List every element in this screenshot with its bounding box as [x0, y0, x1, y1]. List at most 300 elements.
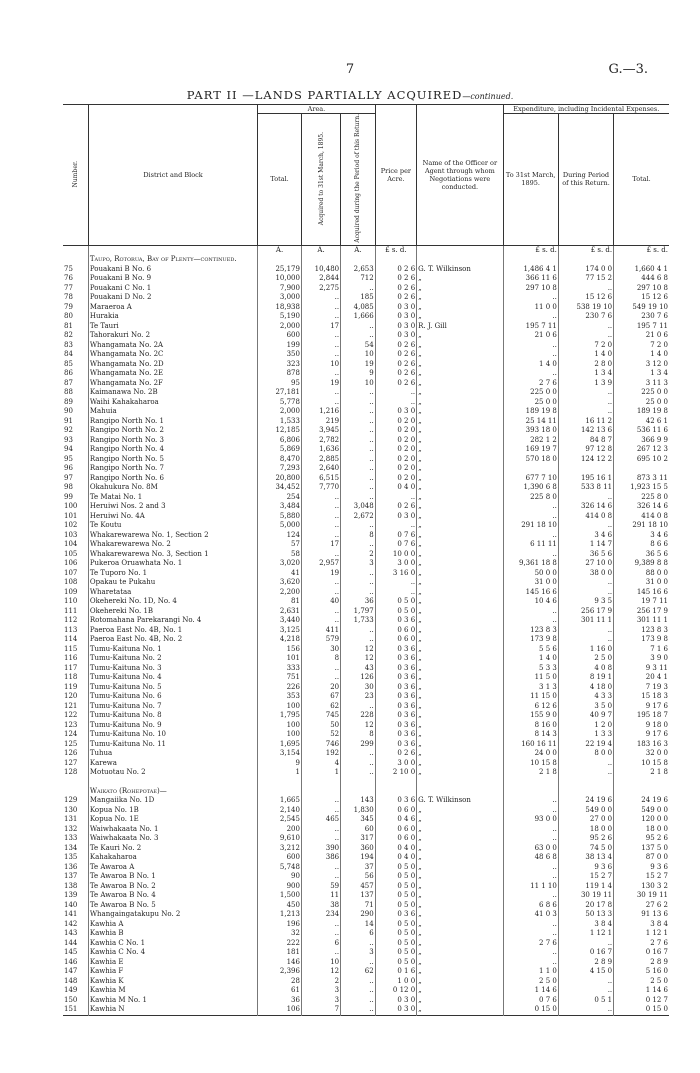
table-cell: 92 [63, 426, 88, 436]
table-cell: 95 2 6 [558, 834, 613, 844]
table-cell: 34,452 [258, 483, 302, 493]
table-cell: 10 [341, 379, 376, 389]
table-cell: 81 [258, 597, 302, 607]
table-cell: 10,000 [258, 274, 302, 284]
table-cell: Te Awaroa B No. 1 [88, 872, 257, 882]
table-cell: 7 1 6 [650, 644, 668, 653]
table-cell: 3,000 [258, 293, 302, 303]
table-cell: 0 3 6 [375, 692, 416, 702]
table-row [63, 474, 669, 484]
table-cell: 282 1 2 [503, 436, 558, 446]
table-cell: 7 2 0 [650, 340, 668, 349]
table-cell: „ [417, 986, 503, 996]
table-cell: 393 18 0 [503, 426, 558, 436]
table-cell: 0 3 6 [375, 683, 416, 693]
table-cell: 75 [63, 265, 88, 275]
table-cell: .. [301, 350, 340, 360]
table-cell: .. [301, 929, 340, 939]
table-cell: 111 [63, 607, 88, 617]
table-cell: 0 5 0 [375, 882, 416, 892]
table-cell: .. [341, 759, 376, 769]
table-cell: „ [417, 569, 503, 579]
table-cell: .. [301, 948, 340, 958]
table-cell: 5 16 0 [645, 967, 668, 976]
table-cell: 196 [258, 920, 302, 930]
table-cell: „ [417, 417, 503, 427]
table-cell: 122 [63, 711, 88, 721]
table-cell: 0 2 6 [375, 749, 416, 759]
table-cell: Okehereki No. 1D, No. 4 [88, 597, 257, 607]
table-row [63, 834, 669, 844]
table-cell: 0 3 0 [375, 331, 416, 341]
table-cell: 5,748 [258, 863, 302, 873]
table-cell: 0 5 0 [375, 939, 416, 949]
table-cell: 124 [258, 531, 302, 541]
table-cell: „ [417, 550, 503, 560]
table-cell: 19 [341, 360, 376, 370]
table-row [63, 654, 669, 664]
table-cell: 195 7 11 [636, 321, 668, 330]
table-cell: 746 [301, 740, 340, 750]
table-cell: Waiwhakaata No. 1 [88, 825, 257, 835]
table-cell: 57 [258, 540, 302, 550]
table-cell: Maraeroa A [88, 303, 257, 313]
table-cell: Tumu-Kaituna No. 7 [88, 702, 257, 712]
table-cell: .. [341, 388, 376, 398]
table-cell: .. [558, 398, 613, 408]
table-cell: 89 [63, 398, 88, 408]
table-row [63, 721, 669, 731]
table-cell: „ [417, 626, 503, 636]
table-cell: .. [301, 834, 340, 844]
header-district: District and Block [88, 105, 257, 246]
table-cell: 2,640 [301, 464, 340, 474]
table-cell: 132 [63, 825, 88, 835]
table-row [63, 436, 669, 446]
table-cell: 145 [63, 948, 88, 958]
table-cell: .. [503, 863, 558, 873]
table-cell: .. [341, 483, 376, 493]
table-cell: 11 [301, 891, 340, 901]
table-cell: 345 [341, 815, 376, 825]
table-cell: Whakarewarewa No. 2 [88, 540, 257, 550]
table-row [63, 759, 669, 769]
table-cell: 225 8 0 [641, 492, 668, 501]
table-cell: 226 [258, 683, 302, 693]
table-cell: 570 18 0 [503, 455, 558, 465]
table-cell: 9,389 8 8 [634, 559, 668, 568]
table-cell: 1 12 1 [645, 929, 668, 938]
table-cell: 549 0 0 [558, 806, 613, 816]
table-cell: .. [341, 1005, 376, 1015]
table-cell: 1 3 9 [558, 379, 613, 389]
table-cell: 256 17 9 [636, 606, 668, 615]
table-cell: 42 6 1 [645, 416, 668, 425]
table-cell: 18,938 [258, 303, 302, 313]
table-cell: 712 [341, 274, 376, 284]
table-cell: 254 [258, 493, 302, 503]
table-cell: 1 3 4 [650, 369, 668, 378]
table-cell: 43 [341, 664, 376, 674]
table-cell: .. [558, 1005, 613, 1015]
table-cell: Te Awaroa B No. 5 [88, 901, 257, 911]
header-expenditure: Expenditure, including Incidental Expenses. [503, 105, 669, 114]
table-cell: 9 [341, 369, 376, 379]
table-cell: 2,200 [258, 588, 302, 598]
table-cell: 9 3 6 [558, 863, 613, 873]
table-cell: 12 [341, 654, 376, 664]
table-cell: .. [301, 531, 340, 541]
table-cell: 234 [301, 910, 340, 920]
table-cell: Whakarewarewa No. 3, Section 1 [88, 550, 257, 560]
table-cell: 0 2 0 [375, 455, 416, 465]
table-cell: „ [417, 702, 503, 712]
table-cell: 114 [63, 635, 88, 645]
table-row [63, 578, 669, 588]
table-cell: .. [341, 331, 376, 341]
table-cell: 199 [258, 341, 302, 351]
table-cell: 0 7 6 [503, 996, 558, 1006]
table-cell: 140 [63, 901, 88, 911]
table-cell: 3 8 4 [558, 920, 613, 930]
table-row [63, 607, 669, 617]
table-cell: 7 19 3 [645, 682, 668, 691]
table-cell: 0 5 0 [375, 872, 416, 882]
table-cell: 695 10 2 [636, 454, 668, 463]
table-cell: .. [341, 284, 376, 294]
table-cell: 137 5 0 [641, 843, 668, 852]
table-cell: 99 [63, 493, 88, 503]
table-cell: 0 3 0 [375, 407, 416, 417]
table-cell: „ [417, 806, 503, 816]
table-row [63, 683, 669, 693]
table-cell: Kawhia M [88, 986, 257, 996]
table-cell: „ [417, 445, 503, 455]
table-cell: .. [301, 806, 340, 816]
table-cell: „ [417, 388, 503, 398]
table-cell: „ [417, 740, 503, 750]
table-cell: 30 [301, 645, 340, 655]
table-cell: 77 15 2 [558, 274, 613, 284]
table-cell: 71 [341, 901, 376, 911]
table-cell: 189 19 8 [503, 407, 558, 417]
table-cell: .. [341, 521, 376, 531]
table-cell: Tumu-Kaituna No. 6 [88, 692, 257, 702]
table-cell: 181 [258, 948, 302, 958]
table-cell: 119 1 4 [558, 882, 613, 892]
table-row [63, 284, 669, 294]
table-cell: 36 5 6 [645, 549, 668, 558]
table-cell: 9,361 18 8 [503, 559, 558, 569]
table-row [63, 350, 669, 360]
table-cell: „ [417, 398, 503, 408]
table-cell: 100 [258, 730, 302, 740]
table-cell: .. [341, 702, 376, 712]
table-cell: 83 [63, 341, 88, 351]
table-cell: .. [301, 920, 340, 930]
table-cell: 25 14 11 [503, 417, 558, 427]
table-cell: Pukeroa Oruawhata No. 1 [88, 559, 257, 569]
table-cell: 297 10 8 [503, 284, 558, 294]
table-cell: 0 16 7 [558, 948, 613, 958]
table-cell: „ [417, 483, 503, 493]
table-cell: .. [503, 293, 558, 303]
table-cell: 0 6 0 [375, 635, 416, 645]
table-cell: 101 [258, 654, 302, 664]
table-cell: .. [341, 493, 376, 503]
table-cell: 24 19 6 [558, 796, 613, 806]
table-cell: 0 12 0 [375, 986, 416, 996]
table-cell: 19 [301, 569, 340, 579]
table-cell: 95 2 6 [645, 834, 668, 843]
table-cell: 25,179 [258, 265, 302, 275]
table-cell: Whangaingatakupu No. 2 [88, 910, 257, 920]
table-cell: 3 5 0 [558, 702, 613, 712]
table-cell: 130 3 2 [641, 881, 668, 890]
table-cell: 0 2 0 [375, 436, 416, 446]
table-cell: 256 17 9 [558, 607, 613, 617]
table-cell: 116 [63, 654, 88, 664]
table-cell: 1 3 4 [558, 369, 613, 379]
table-cell: „ [417, 559, 503, 569]
table-cell: .. [301, 588, 340, 598]
table-row [63, 692, 669, 702]
table-row [63, 910, 669, 920]
table-cell: 2,000 [258, 322, 302, 332]
table-row [63, 322, 669, 332]
table-cell: 0 3 6 [375, 910, 416, 920]
table-cell: 119 [63, 683, 88, 693]
table-cell: 6 [341, 929, 376, 939]
table-cell: 0 5 0 [375, 901, 416, 911]
table-row [63, 768, 669, 778]
table-cell: 8 16 0 [503, 721, 558, 731]
table-cell: 16 11 2 [558, 417, 613, 427]
table-cell: „ [417, 303, 503, 313]
table-cell: 10 4 6 [503, 597, 558, 607]
table-cell: 142 [63, 920, 88, 930]
table-cell: 151 [63, 1005, 88, 1015]
table-cell: 183 16 3 [636, 739, 668, 748]
table-cell: 97 12 8 [558, 445, 613, 455]
table-cell: 2 1 8 [503, 768, 558, 778]
table-cell: 3,620 [258, 578, 302, 588]
table-cell: 15 12 6 [641, 293, 668, 302]
table-cell: 25 0 0 [645, 397, 668, 406]
table-cell: 15 2 7 [645, 872, 668, 881]
table-cell: .. [375, 521, 416, 531]
table-cell: 56 [341, 872, 376, 882]
table-cell: 130 [63, 806, 88, 816]
table-cell: .. [301, 303, 340, 313]
table-cell: 7,900 [258, 284, 302, 294]
table-cell: 457 [341, 882, 376, 892]
table-cell: 30 [341, 683, 376, 693]
table-cell: 2 8 0 [558, 360, 613, 370]
table-cell: Heruiwi No. 4A [88, 512, 257, 522]
table-cell: 549 0 0 [641, 805, 668, 814]
table-cell: Okahukura No. 8M [88, 483, 257, 493]
table-cell: 536 11 6 [636, 426, 668, 435]
table-cell: 40 9 7 [558, 711, 613, 721]
table-cell: 9 18 0 [645, 720, 668, 729]
document-reference: G.—3. [608, 62, 648, 77]
table-cell: 0 6 0 [375, 825, 416, 835]
table-cell: .. [341, 474, 376, 484]
table-cell: 0 5 0 [375, 863, 416, 873]
table-cell: „ [417, 891, 503, 901]
table-cell: Rangipo North No. 5 [88, 455, 257, 465]
table-cell: 27 10 0 [558, 559, 613, 569]
table-cell: .. [341, 626, 376, 636]
table-cell: 2,782 [301, 436, 340, 446]
table-row [63, 540, 669, 550]
table-cell: 24 19 6 [641, 796, 668, 805]
table-row [63, 455, 669, 465]
table-cell: 2,140 [258, 806, 302, 816]
table-cell: Whangamata No. 2A [88, 341, 257, 351]
table-cell: 50 0 0 [503, 569, 558, 579]
table-cell: 27 6 2 [645, 900, 668, 909]
table-cell: 3 9 0 [650, 654, 668, 663]
table-cell: Tumu-Kaituna No. 1 [88, 645, 257, 655]
table-cell: 31 0 0 [503, 578, 558, 588]
table-cell: 2,275 [301, 284, 340, 294]
table-cell: .. [341, 322, 376, 332]
table-cell: G. T. Wilkinson [417, 265, 503, 275]
table-cell: Whangamata No. 2F [88, 379, 257, 389]
table-cell: Tumu-Kaituna No. 8 [88, 711, 257, 721]
table-cell: .. [375, 493, 416, 503]
table-cell: 126 [63, 749, 88, 759]
table-cell: 67 [301, 692, 340, 702]
table-cell: 0 3 6 [375, 664, 416, 674]
table-cell: 1 4 0 [503, 654, 558, 664]
table-cell: 120 [63, 692, 88, 702]
table-cell [558, 464, 613, 474]
table-cell: 117 [63, 664, 88, 674]
table-cell: Rangipo North No. 2 [88, 426, 257, 436]
table-cell: 19 [301, 379, 340, 389]
table-cell: .. [503, 872, 558, 882]
table-cell: 0 3 0 [375, 1005, 416, 1015]
table-cell: 3,440 [258, 616, 302, 626]
table-cell: 11 5 0 [503, 673, 558, 683]
table-cell: 0 5 0 [375, 891, 416, 901]
table-cell: 21 0 6 [645, 331, 668, 340]
table-row [63, 977, 669, 987]
table-row [63, 815, 669, 825]
table-cell: 291 18 10 [503, 521, 558, 531]
table-cell: 1 14 6 [645, 986, 668, 995]
table-cell: .. [503, 502, 558, 512]
table-row [63, 464, 669, 474]
table-cell: 0 2 6 [375, 274, 416, 284]
table-cell: .. [503, 891, 558, 901]
table-cell: 9 17 6 [645, 701, 668, 710]
table-cell: 0 12 7 [645, 995, 668, 1004]
table-cell: Rotomahana Parekarangi No. 4 [88, 616, 257, 626]
table-cell: 0 2 0 [375, 464, 416, 474]
table-cell: 91 [63, 417, 88, 427]
table-cell: Kawhia F [88, 967, 257, 977]
table-cell: 143 [341, 796, 376, 806]
table-row [63, 730, 669, 740]
table-cell: 120 0 0 [641, 815, 668, 824]
table-cell: 0 6 0 [375, 806, 416, 816]
table-cell: 6,515 [301, 474, 340, 484]
table-cell: 8 [301, 654, 340, 664]
table-cell: 1 4 0 [503, 360, 558, 370]
table-cell: .. [301, 369, 340, 379]
table-cell: G. T. Wilkinson [417, 796, 503, 806]
table-cell: 0 3 6 [375, 796, 416, 806]
table-cell: Te Tauri [88, 322, 257, 332]
table-cell: 20 4 1 [645, 673, 668, 682]
table-cell: 19 7 11 [641, 597, 668, 606]
table-row [63, 293, 669, 303]
table-cell: 7,770 [301, 483, 340, 493]
table-cell: 123 [63, 721, 88, 731]
table-cell: Kawhia K [88, 977, 257, 987]
table-row [63, 796, 669, 806]
table-cell: .. [341, 464, 376, 474]
table-cell: 5,880 [258, 512, 302, 522]
table-cell: 24 0 0 [503, 749, 558, 759]
table-cell: 0 2 6 [375, 379, 416, 389]
table-row [63, 388, 669, 398]
table-cell: 105 [63, 550, 88, 560]
table-cell: 54 [341, 341, 376, 351]
table-row [63, 274, 669, 284]
table-cell: Kawhia E [88, 958, 257, 968]
table-cell: „ [417, 455, 503, 465]
table-cell: 106 [258, 1005, 302, 1015]
table-cell: .. [341, 426, 376, 436]
table-cell: 0 2 6 [375, 293, 416, 303]
table-cell: .. [301, 493, 340, 503]
table-cell: Kaimanawa No. 2B [88, 388, 257, 398]
table-cell: 124 [63, 730, 88, 740]
table-cell: 90 [63, 407, 88, 417]
table-cell: Rangipo North No. 4 [88, 445, 257, 455]
table-cell: Rangipo North No. 3 [88, 436, 257, 446]
table-cell: .. [503, 350, 558, 360]
table-cell: 18 0 0 [645, 824, 668, 833]
table-cell: .. [301, 872, 340, 882]
table-cell: .. [503, 796, 558, 806]
table-cell: 3 1 3 [503, 683, 558, 693]
table-cell: Paeroa East No. 4B, No. 1 [88, 626, 257, 636]
table-cell: 138 [63, 882, 88, 892]
table-cell: 0 5 0 [375, 920, 416, 930]
table-cell: Pouakani B No. 9 [88, 274, 257, 284]
table-cell: 5 5 6 [503, 645, 558, 655]
table-cell: Rangipo North No. 1 [88, 417, 257, 427]
table-cell: 50 13 3 [558, 910, 613, 920]
table-row [63, 1005, 669, 1015]
table-cell: 41 [258, 569, 302, 579]
table-row [63, 986, 669, 996]
table-cell: „ [417, 853, 503, 863]
table-cell: 20 [301, 683, 340, 693]
table-row [63, 645, 669, 655]
table-cell: 0 2 0 [375, 417, 416, 427]
table-cell: 6 [301, 939, 340, 949]
table-cell: 129 [63, 796, 88, 806]
table-cell: 0 3 6 [375, 645, 416, 655]
table-cell: „ [417, 692, 503, 702]
